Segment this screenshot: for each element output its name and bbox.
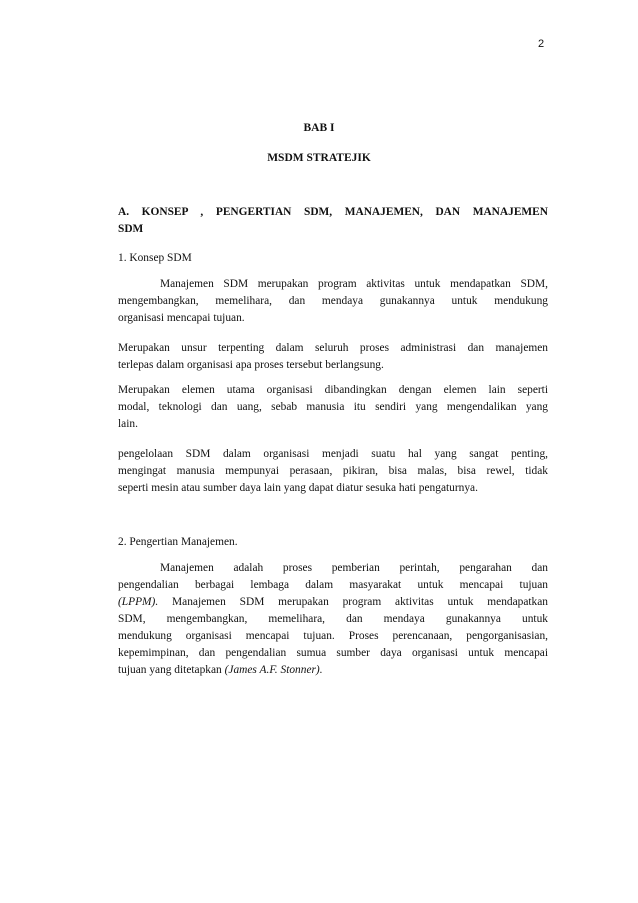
paragraph-5-line6: kepemimpinan, dan pengendalian sumua sumber daya organisasi untuk mencapai bbox=[118, 647, 548, 659]
paragraph-3-line1: Merupakan elemen utama organisasi dibandingkan dengan elemen lain seperti bbox=[118, 384, 548, 396]
paragraph-3-line2: modal, teknologi dan uang, sebab manusia itu sendiri yang mengendalikan yang bbox=[118, 401, 548, 413]
subsection-2-title: 2. Pengertian Manajemen. bbox=[118, 536, 238, 548]
paragraph-5-line2: pengendalian berbagai lembaga dalam masyarakat untuk mencapai tujuan bbox=[118, 579, 548, 591]
paragraph-5-line3-text: Manajemen SDM merupakan program aktivitas untuk mendapatkan bbox=[158, 596, 548, 608]
section-a-heading-line1: A. KONSEP , PENGERTIAN SDM, MANAJEMEN, DAN MANAJEMEN bbox=[118, 206, 548, 218]
paragraph-5-line7-text: tujuan yang ditetapkan bbox=[118, 664, 225, 676]
paragraph-1-line1: Manajemen SDM merupakan program aktivitas untuk mendapatkan SDM, bbox=[160, 278, 548, 290]
paragraph-4-line2: mengingat manusia mempunyai perasaan, pikiran, bisa malas, bisa rewel, tidak bbox=[118, 465, 548, 477]
paragraph-4 bbox=[118, 446, 548, 497]
paragraph-3 bbox=[118, 382, 548, 433]
paragraph-2-line2: terlepas dalam organisasi apa proses tersebut berlangsung. bbox=[118, 359, 384, 371]
paragraph-4-line3: seperti mesin atau sumber daya lain yang dapat diatur sesuka hati pengaturnya. bbox=[118, 482, 478, 494]
paragraph-5-line3 bbox=[118, 594, 548, 611]
page-number: 2 bbox=[538, 38, 545, 50]
paragraph-1 bbox=[118, 276, 548, 327]
subsection-1-title: 1. Konsep SDM bbox=[118, 252, 192, 264]
section-a-heading bbox=[118, 204, 548, 238]
paragraph-5-line4: SDM, mengembangkan, memelihara, dan mendaya gunakannya untuk bbox=[118, 613, 548, 625]
chapter-label: BAB I bbox=[303, 122, 335, 134]
lppm-citation: (LPPM). bbox=[118, 596, 159, 608]
paragraph-2-line1: Merupakan unsur terpenting dalam seluruh proses administrasi dan manajemen bbox=[118, 342, 548, 354]
paragraph-5-line5: mendukung organisasi mencapai tujuan. Proses perencanaan, pengorganisasian, bbox=[118, 630, 548, 642]
paragraph-1-line3: organisasi mencapai tujuan. bbox=[118, 312, 245, 324]
paragraph-5-line7 bbox=[118, 662, 548, 679]
paragraph-5-line1: Manajemen adalah proses pemberian perintah, pengarahan dan bbox=[160, 562, 548, 574]
paragraph-5 bbox=[118, 560, 548, 679]
section-a-heading-line2: SDM bbox=[118, 223, 144, 235]
chapter-title: MSDM STRATEJIK bbox=[267, 152, 371, 164]
stonner-citation: (James A.F. Stonner). bbox=[224, 664, 323, 676]
paragraph-4-line1: pengelolaan SDM dalam organisasi menjadi suatu hal yang sangat penting, bbox=[118, 448, 548, 460]
paragraph-1-line2: mengembangkan, memelihara, dan mendaya gunakannya untuk mendukung bbox=[118, 295, 548, 307]
paragraph-2 bbox=[118, 340, 548, 374]
paragraph-3-line3: lain. bbox=[118, 418, 138, 430]
